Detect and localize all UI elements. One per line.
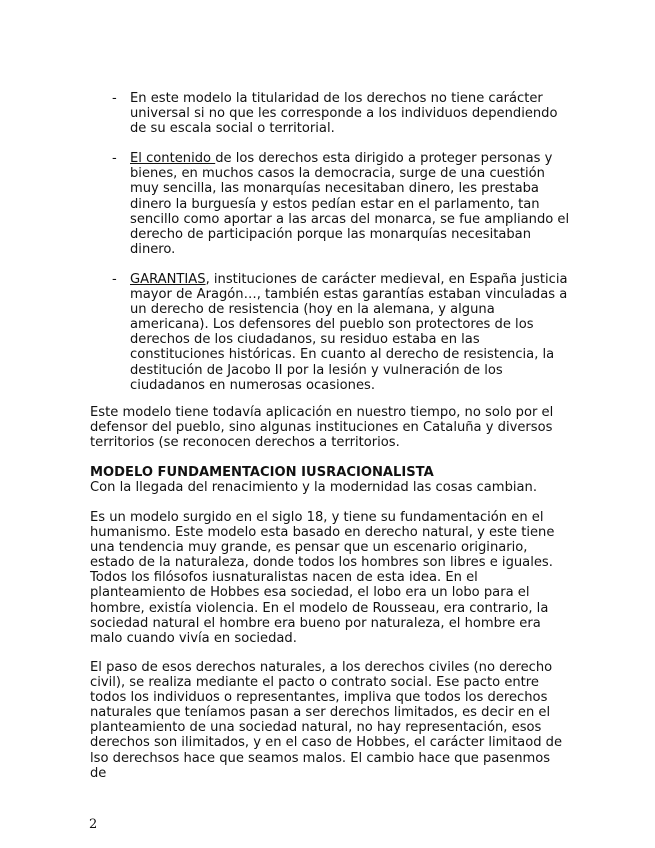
paragraph-paso-derechos: El paso de esos derechos naturales, a los derechos civiles (no derecho civil), se realiza mediante el pacto o contrato social. Ese pacto entre todos los individuos o representantes, impliva que todos los derechos naturales que teníamos pasan a ser derechos limitados, es decir en el planteamiento de una sociedad natural, no hay representación, esos derechos son ilimitados, y en el caso de Hobbes, el carácter limitaod de lso derechsos hace que seamos malos. El cambio hace que pasenmos de	[90, 660, 563, 781]
bullet-body: , instituciones de carácter medieval, en España justicia mayor de Aragón…, también estas garantías estaban vinculadas a un derecho de resistencia (hoy en la alemana, y alguna americana). Los defensores del pueblo son protectores de los derechos de los ciudadanos, su residuo estaba en las constituciones históricas. En cuanto al derecho de resistencia, la destitución de Jacobo II por la lesión y vulneración de los ciudadanos en numerosas ocasiones.	[130, 271, 568, 393]
bullet-dash: -	[112, 271, 117, 287]
bullet-dash: -	[112, 151, 117, 167]
bullet-dash: -	[112, 91, 117, 106]
paragraph-intro: Con la llegada del renacimiento y la modernidad las cosas cambian.	[90, 480, 537, 495]
bullet-item-contenido	[112, 151, 572, 257]
section-heading: MODELO FUNDAMENTACION IUSRACIONALISTA	[90, 465, 434, 480]
bullet-lead-underlined: El contenido	[130, 151, 216, 167]
page-number: 2	[89, 817, 98, 832]
bullet-body: En este modelo la titularidad de los derechos no tiene carácter universal si no que les corresponde a los individuos dependiendo de su escala social o territorial.	[130, 91, 558, 137]
bullet-item-titularidad	[112, 91, 572, 136]
bullet-text	[130, 272, 572, 393]
bullet-text	[130, 151, 572, 257]
bullet-list	[112, 91, 572, 408]
bullet-item-garantias	[112, 272, 572, 393]
bullet-text	[130, 91, 572, 136]
paragraph-modelo-aplicacion: Este modelo tiene todavía aplicación en nuestro tiempo, no solo por el defensor del pueblo, sino algunas instituciones en Cataluña y diversos territorios (se reconocen derechos a territorios.	[90, 405, 554, 451]
bullet-body: de los derechos esta dirigido a proteger personas y bienes, en muchos casos la democracia, surge de una cuestión muy sencilla, las monarquías necesitaban dinero, les prestaba dinero la burguesía y estos pedían estar en el parlamento, tan sencillo como aportar a las arcas del monarca, se fue ampliando el derecho de participación porque las monarquías necesitaban dinero.	[130, 151, 570, 257]
paragraph-siglo-18: Es un modelo surgido en el siglo 18, y tiene su fundamentación en el humanismo. Este modelo esta basado en derecho natural, y este tiene una tendencia muy grande, es pensar que un escenario originario, estado de la naturaleza, donde todos los hombres son libres e iguales. Todos los filósofos iusnaturalistas nacen de esta idea. En el planteamiento de Hobbes esa sociedad, el lobo era un lobo para el hombre, existía violencia. En el modelo de Rousseau, era contrario, la sociedad natural el hombre era bueno por naturaleza, el hombre era malo cuando vivía en sociedad.	[90, 510, 555, 646]
bullet-lead-underlined: GARANTIAS	[130, 271, 206, 287]
